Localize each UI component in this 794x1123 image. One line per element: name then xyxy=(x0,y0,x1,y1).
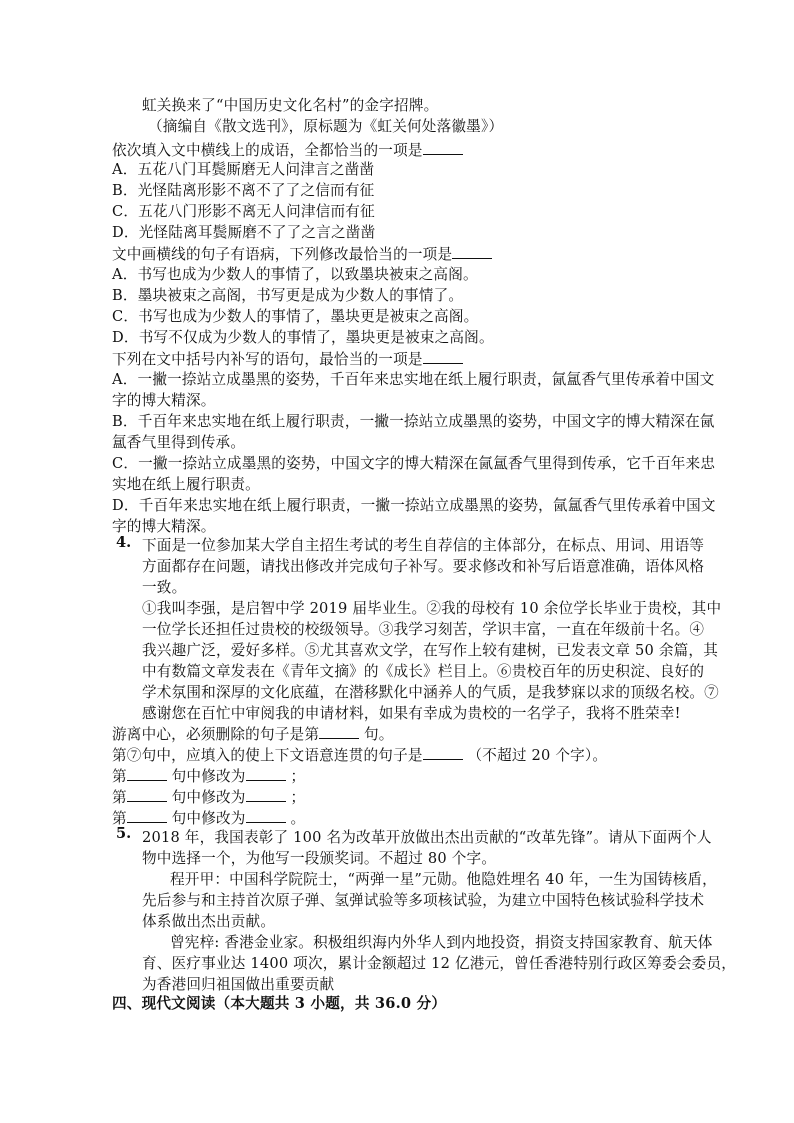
q4-passage-line: ①我叫李强，是启智中学 2019 届毕业生。②我的母校有 10 余位学长毕业于贵校，其中 xyxy=(142,600,722,617)
q3-stem: 下列在文中括号内补写的语句，最恰当的一项是 xyxy=(112,349,463,370)
q3-option-c: C．一撇一捺站立成墨黑的姿势，中国文字的博大精深在氤氲香气里得到传承，它千百年来忠 xyxy=(112,455,716,472)
q4-number: 4. xyxy=(116,534,132,551)
q1-option-d: D．光怪陆离耳鬓厮磨不了了之言之凿凿 xyxy=(112,224,376,241)
q4-modify-line: 第 句中修改为 ； xyxy=(112,768,306,785)
q1-option-a: A．五花八门耳鬓厮磨无人问津言之凿凿 xyxy=(112,161,375,178)
answer-blank[interactable] xyxy=(452,244,492,259)
source-citation: （摘编自《散文选刊》，原标题为《虹关何处落徽墨》） xyxy=(148,118,504,135)
q4-passage-line: 中有数篇文章发表在《青年文摘》的《成长》栏目上。⑥贵校百年的历史积淀、良好的 xyxy=(142,663,705,680)
answer-blank[interactable] xyxy=(246,787,286,802)
q5-stem-line: 2018 年，我国表彰了 100 名为改革开放做出杰出贡献的“改革先锋”。请从下面两个人 xyxy=(142,829,712,846)
answer-blank[interactable] xyxy=(127,808,167,823)
answer-blank[interactable] xyxy=(423,745,463,760)
answer-blank[interactable] xyxy=(423,349,463,364)
answer-blank[interactable] xyxy=(127,766,167,781)
q3-option-a-cont: 字的博大精深。 xyxy=(112,392,216,409)
q3-option-d: D．千百年来忠实地在纸上履行职责，一撇一捺站立成墨黑的姿势，氤氲香气里传承着中国文 xyxy=(112,497,716,514)
section-heading: 四、现代文阅读（本大题共 3 小题，共 36.0 分） xyxy=(112,995,447,1012)
q3-option-b-cont: 氲香气里得到传承。 xyxy=(112,434,246,451)
answer-blank[interactable] xyxy=(127,787,167,802)
q3-option-c-cont: 实地在纸上履行职责。 xyxy=(112,476,260,493)
q4-fill-prompt: 第⑦句中，应填入的使上下文语意连贯的句子是 （不超过 20 个字）。 xyxy=(112,747,608,764)
q5-person-1-cont: 先后参与和主持首次原子弹、氢弹试验等多项核试验，为建立中国特色核试验科学技术 xyxy=(142,892,705,909)
intro-line: 虹关换来了“中国历史文化名村”的金字招牌。 xyxy=(142,97,439,114)
q1-option-c: C．五花八门形影不离无人问津信而有征 xyxy=(112,203,375,220)
q4-modify-line: 第 句中修改为 ； xyxy=(112,789,306,806)
answer-blank[interactable] xyxy=(319,724,359,739)
answer-blank[interactable] xyxy=(423,140,463,155)
q1-stem: 依次填入文中横线上的成语，全都恰当的一项是 xyxy=(112,140,463,161)
q4-delete-prompt: 游离中心，必须删除的句子是第 句。 xyxy=(112,726,394,743)
q4-passage-line: 感谢您在百忙中审阅我的申请材料，如果有幸成为贵校的一名学子，我将不胜荣幸! xyxy=(142,705,681,722)
q5-number: 5. xyxy=(116,825,132,842)
q5-person-2-cont: 为香港回归祖国做出重要贡献 xyxy=(142,976,335,993)
answer-blank[interactable] xyxy=(246,808,286,823)
q5-stem-line: 物中选择一个，为他写一段颁奖词。不超过 80 个字。 xyxy=(142,850,497,867)
q5-person-2: 曾宪梓: 香港金业家。积极组织海内外华人到内地投资，捐资支持国家教育、航天体 xyxy=(170,934,713,951)
q2-option-d: D．书写不仅成为少数人的事情了，墨块更是被束之高阁。 xyxy=(112,329,494,346)
q4-passage-line: 学术氛围和深厚的文化底蕴，在潜移默化中涵养人的气质，是我梦寐以求的顶级名校。⑦ xyxy=(142,684,719,701)
q2-option-a: A．书写也成为少数人的事情了，以致墨块被束之高阁。 xyxy=(112,266,478,283)
q4-stem-line: 下面是一位参加某大学自主招生考试的考生自荐信的主体部分，在标点、用词、用语等 xyxy=(142,537,705,554)
q3-option-d-cont: 字的博大精深。 xyxy=(112,518,216,535)
q4-modify-line: 第 句中修改为 。 xyxy=(112,810,306,827)
q4-passage-line: 一位学长还担任过贵校的校级领导。③我学习刻苦，学识丰富，一直在年级前十名。④ xyxy=(142,621,705,638)
q1-option-b: B．光怪陆离形影不离不了了之信而有征 xyxy=(112,182,375,199)
q4-stem-line: 一致。 xyxy=(142,579,187,596)
q2-option-c: C．书写也成为少数人的事情了，墨块更是被束之高阁。 xyxy=(112,308,479,325)
q2-stem: 文中画横线的句子有语病，下列修改最恰当的一项是 xyxy=(112,244,492,265)
q3-option-a: A．一撇一捺站立成墨黑的姿势，千百年来忠实地在纸上履行职责，氤氲香气里传承着中国文 xyxy=(112,371,715,388)
q4-stem-line: 方面都存在问题，请找出修改并完成句子补写。要求修改和补写后语意准确，语体风格 xyxy=(142,558,705,575)
q4-passage-line: 我兴趣广泛，爱好多样。⑤尤其喜欢文学，在写作上较有建树，已发表文章 50 余篇，其 xyxy=(142,642,719,659)
q5-person-1: 程开甲：中国科学院院士，“两弹一星”元勋。他隐姓埋名 40 年，一生为国铸核盾， xyxy=(170,871,717,888)
q5-person-2-cont: 育、医疗事业达 1400 项次，累计金额超过 12 亿港元，曾任香港特别行政区筹委会委员， xyxy=(142,955,737,972)
q5-person-1-cont: 体系做出杰出贡献。 xyxy=(142,913,276,930)
answer-blank[interactable] xyxy=(246,766,286,781)
q2-option-b: B．墨块被束之高阁，书写更是成为少数人的事情了。 xyxy=(112,287,464,304)
q3-option-b: B．千百年来忠实地在纸上履行职责，一撇一捺站立成墨黑的姿势，中国文字的博大精深在氤 xyxy=(112,413,715,430)
